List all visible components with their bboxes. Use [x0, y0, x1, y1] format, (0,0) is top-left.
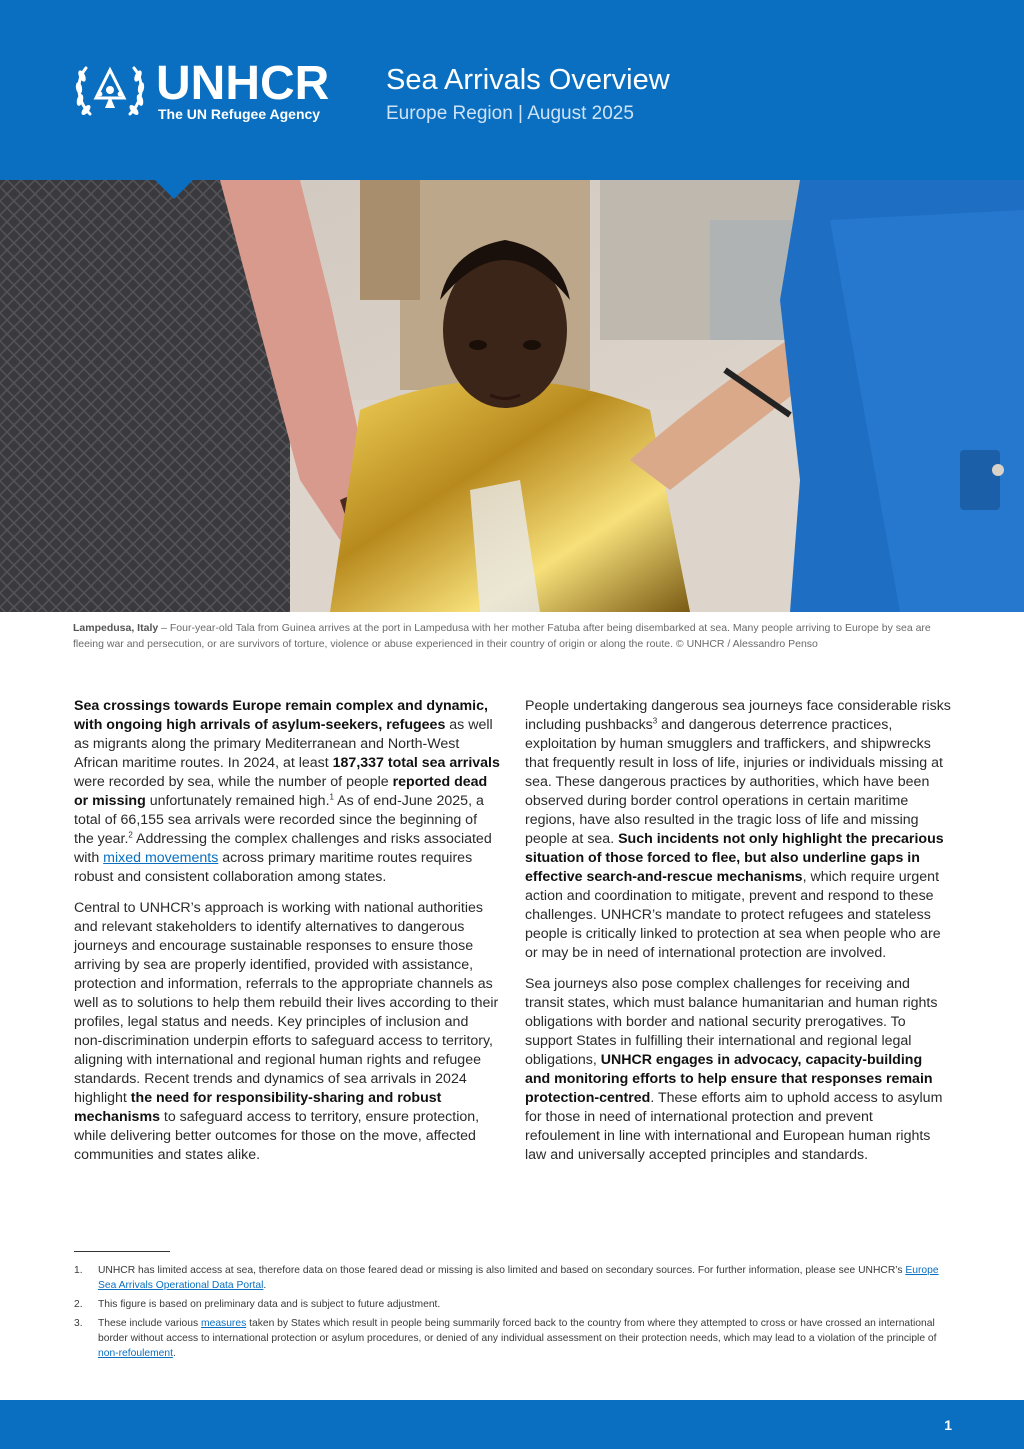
page-title: Sea Arrivals Overview [386, 64, 670, 96]
non-refoulement-link[interactable]: non-refoulement [98, 1348, 173, 1359]
footnote-2 [74, 1297, 952, 1312]
unhcr-laurel-emblem-icon [72, 58, 148, 122]
logo-wordmark: UNHCR [156, 57, 330, 110]
states-bold: UNHCR engages in advocacy, capacity-building and monitoring efforts to help ensure that responses remain protection-centred [525, 1052, 933, 1106]
footnote-number: 3. [74, 1318, 83, 1329]
body-column-left [74, 697, 500, 1177]
footnote-ref-3[interactable]: 3 [652, 716, 658, 726]
risks-text-2: and dangerous deterrence practices, exploitation by human smugglers and traffickers, and shipwrecks that frequently result in loss of life, injuries or individuals missing at sea. These dangerous practices by authorities, which have been observed during border control operations in certain maritime regions, have also resulted in the tragic loss of life and missing people at sea. [525, 717, 943, 847]
states-text-2: . These efforts aim to uphold access to asylum for those in need of international protection and prevent refoulement in line with international and European human rights law and universally accepted principles and standards. [525, 1090, 943, 1163]
header-notch [154, 179, 194, 199]
footnote-text: This figure is based on preliminary data and is subject to future adjustment. [98, 1299, 441, 1310]
footnote-text: taken by States which result in people being summarily forced back to the country from where they attempted to cross or have crossed an international border without access to international protection or asylum procedures, or denied of any individual assessment on their protection needs, which may lead to a violation of the principle of [98, 1318, 937, 1344]
footnote-ref-1[interactable]: 1 [329, 792, 334, 802]
footnote-text: . [172, 1348, 176, 1359]
page-number: 1 [944, 1417, 952, 1433]
risks-bold: Such incidents not only highlight the precarious situation of those forced to flee, but also underline gaps in effective search-and-rescue mechanisms [525, 831, 944, 885]
paragraph-intro [74, 697, 500, 887]
intro-bold-dead-missing: reported dead or missing [74, 774, 488, 809]
mixed-movements-link[interactable]: mixed movements [103, 850, 219, 866]
photo-caption [73, 620, 951, 652]
intro-text-5: Addressing the complex challenges and risks associated with [74, 831, 492, 866]
page-subtitle: Europe Region | August 2025 [386, 103, 634, 124]
header-banner [0, 0, 1024, 180]
paragraph-risks [525, 697, 951, 963]
intro-bold-lead: Sea crossings towards Europe remain complex and dynamic, with ongoing high arrivals of asylum-seekers, refugees [74, 698, 488, 733]
risks-text-1: People undertaking dangerous sea journeys face considerable risks including pushbacks [525, 698, 951, 733]
intro-text-6: across primary maritime routes requires robust and consistent collaboration among states. [74, 850, 473, 885]
caption-text: – Four-year-old Tala from Guinea arrives at the port in Lampedusa with her mother Fatuba after being disembarked at sea. Many people arriving to Europe by sea are fleeing war and persecution, or are survivors of torture, violence or abuse experienced in their country of origin or along the route. © UNHCR / Alessandro Penso [73, 622, 931, 650]
hero-photo [0, 180, 1024, 612]
intro-text-3: unfortunately remained high. [145, 793, 330, 809]
title-block [386, 62, 670, 126]
footnote-text: These include various [98, 1318, 202, 1329]
approach-text-1: Central to UNHCR’s approach is working with national authorities and relevant stakeholders to identify alternatives to dangerous journeys and encourage sustainable responses to ensure those arriving by sea are properly identified, provided with assistance, protection and information, referrals to the appropriate channels as well as to solutions to help them rebuild their lives according to their profiles, legal status and needs. Key principles of inclusion and non-discrimination underpin efforts to safeguard access to territory, aligning with international and regional human rights and refugee standards. Recent trends and dynamics of sea arrivals in 2024 highlight [74, 900, 499, 1106]
footnote-3 [74, 1316, 952, 1361]
footnote-number: 1. [74, 1265, 83, 1276]
intro-text-4: As of end-June 2025, a total of 66,155 sea arrivals were recorded since the beginning of the year. [74, 793, 484, 847]
hero-photo-illustration [0, 180, 1024, 612]
risks-text-3: , which require urgent action and coordination to mitigate, prevent and respond to these challenges. UNHCR’s mandate to protect refugees and stateless people is critically linked to protection at sea when people who are or may be in need of international protection are involved. [525, 869, 941, 961]
paragraph-states [525, 975, 951, 1165]
approach-text-2: to safeguard access to territory, ensure protection, while delivering better outcomes for those on the move, affected communities and states alike. [74, 1109, 480, 1163]
paragraph-approach [74, 899, 500, 1165]
footnote-text: . [263, 1280, 267, 1291]
footnote-ref-2[interactable]: 2 [128, 830, 133, 840]
footnotes [74, 1263, 952, 1365]
intro-text-2: were recorded by sea, while the number of people [74, 774, 393, 790]
footnote-1 [74, 1263, 952, 1293]
caption-place: Lampedusa, Italy [73, 622, 159, 634]
states-text-1: Sea journeys also pose complex challenges for receiving and transit states, which must balance humanitarian and human rights obligations with border and national security prerogatives. To support States in fulfilling their international and regional legal obligations, [525, 976, 938, 1068]
data-portal-link[interactable]: Europe Sea Arrivals Operational Data Portal [98, 1265, 939, 1291]
footnote-text: UNHCR has limited access at sea, therefore data on those feared dead or missing is also limited and based on secondary sources. For further information, please see UNHCR’s [98, 1265, 906, 1276]
body-column-right [525, 697, 951, 1177]
approach-bold: the need for responsibility-sharing and robust mechanisms [74, 1090, 442, 1125]
footnote-number: 2. [74, 1299, 83, 1310]
footer-bar [0, 1400, 1024, 1449]
footnote-divider [74, 1251, 170, 1252]
measures-link[interactable]: measures [201, 1318, 247, 1329]
unhcr-logo[interactable] [72, 58, 352, 128]
intro-bold-arrivals: 187,337 total sea arrivals [332, 755, 500, 771]
intro-text-1: as well as migrants along the primary Mediterranean and North-West African maritime routes. In 2024, at least [74, 717, 493, 771]
logo-tagline: The UN Refugee Agency [158, 106, 321, 122]
